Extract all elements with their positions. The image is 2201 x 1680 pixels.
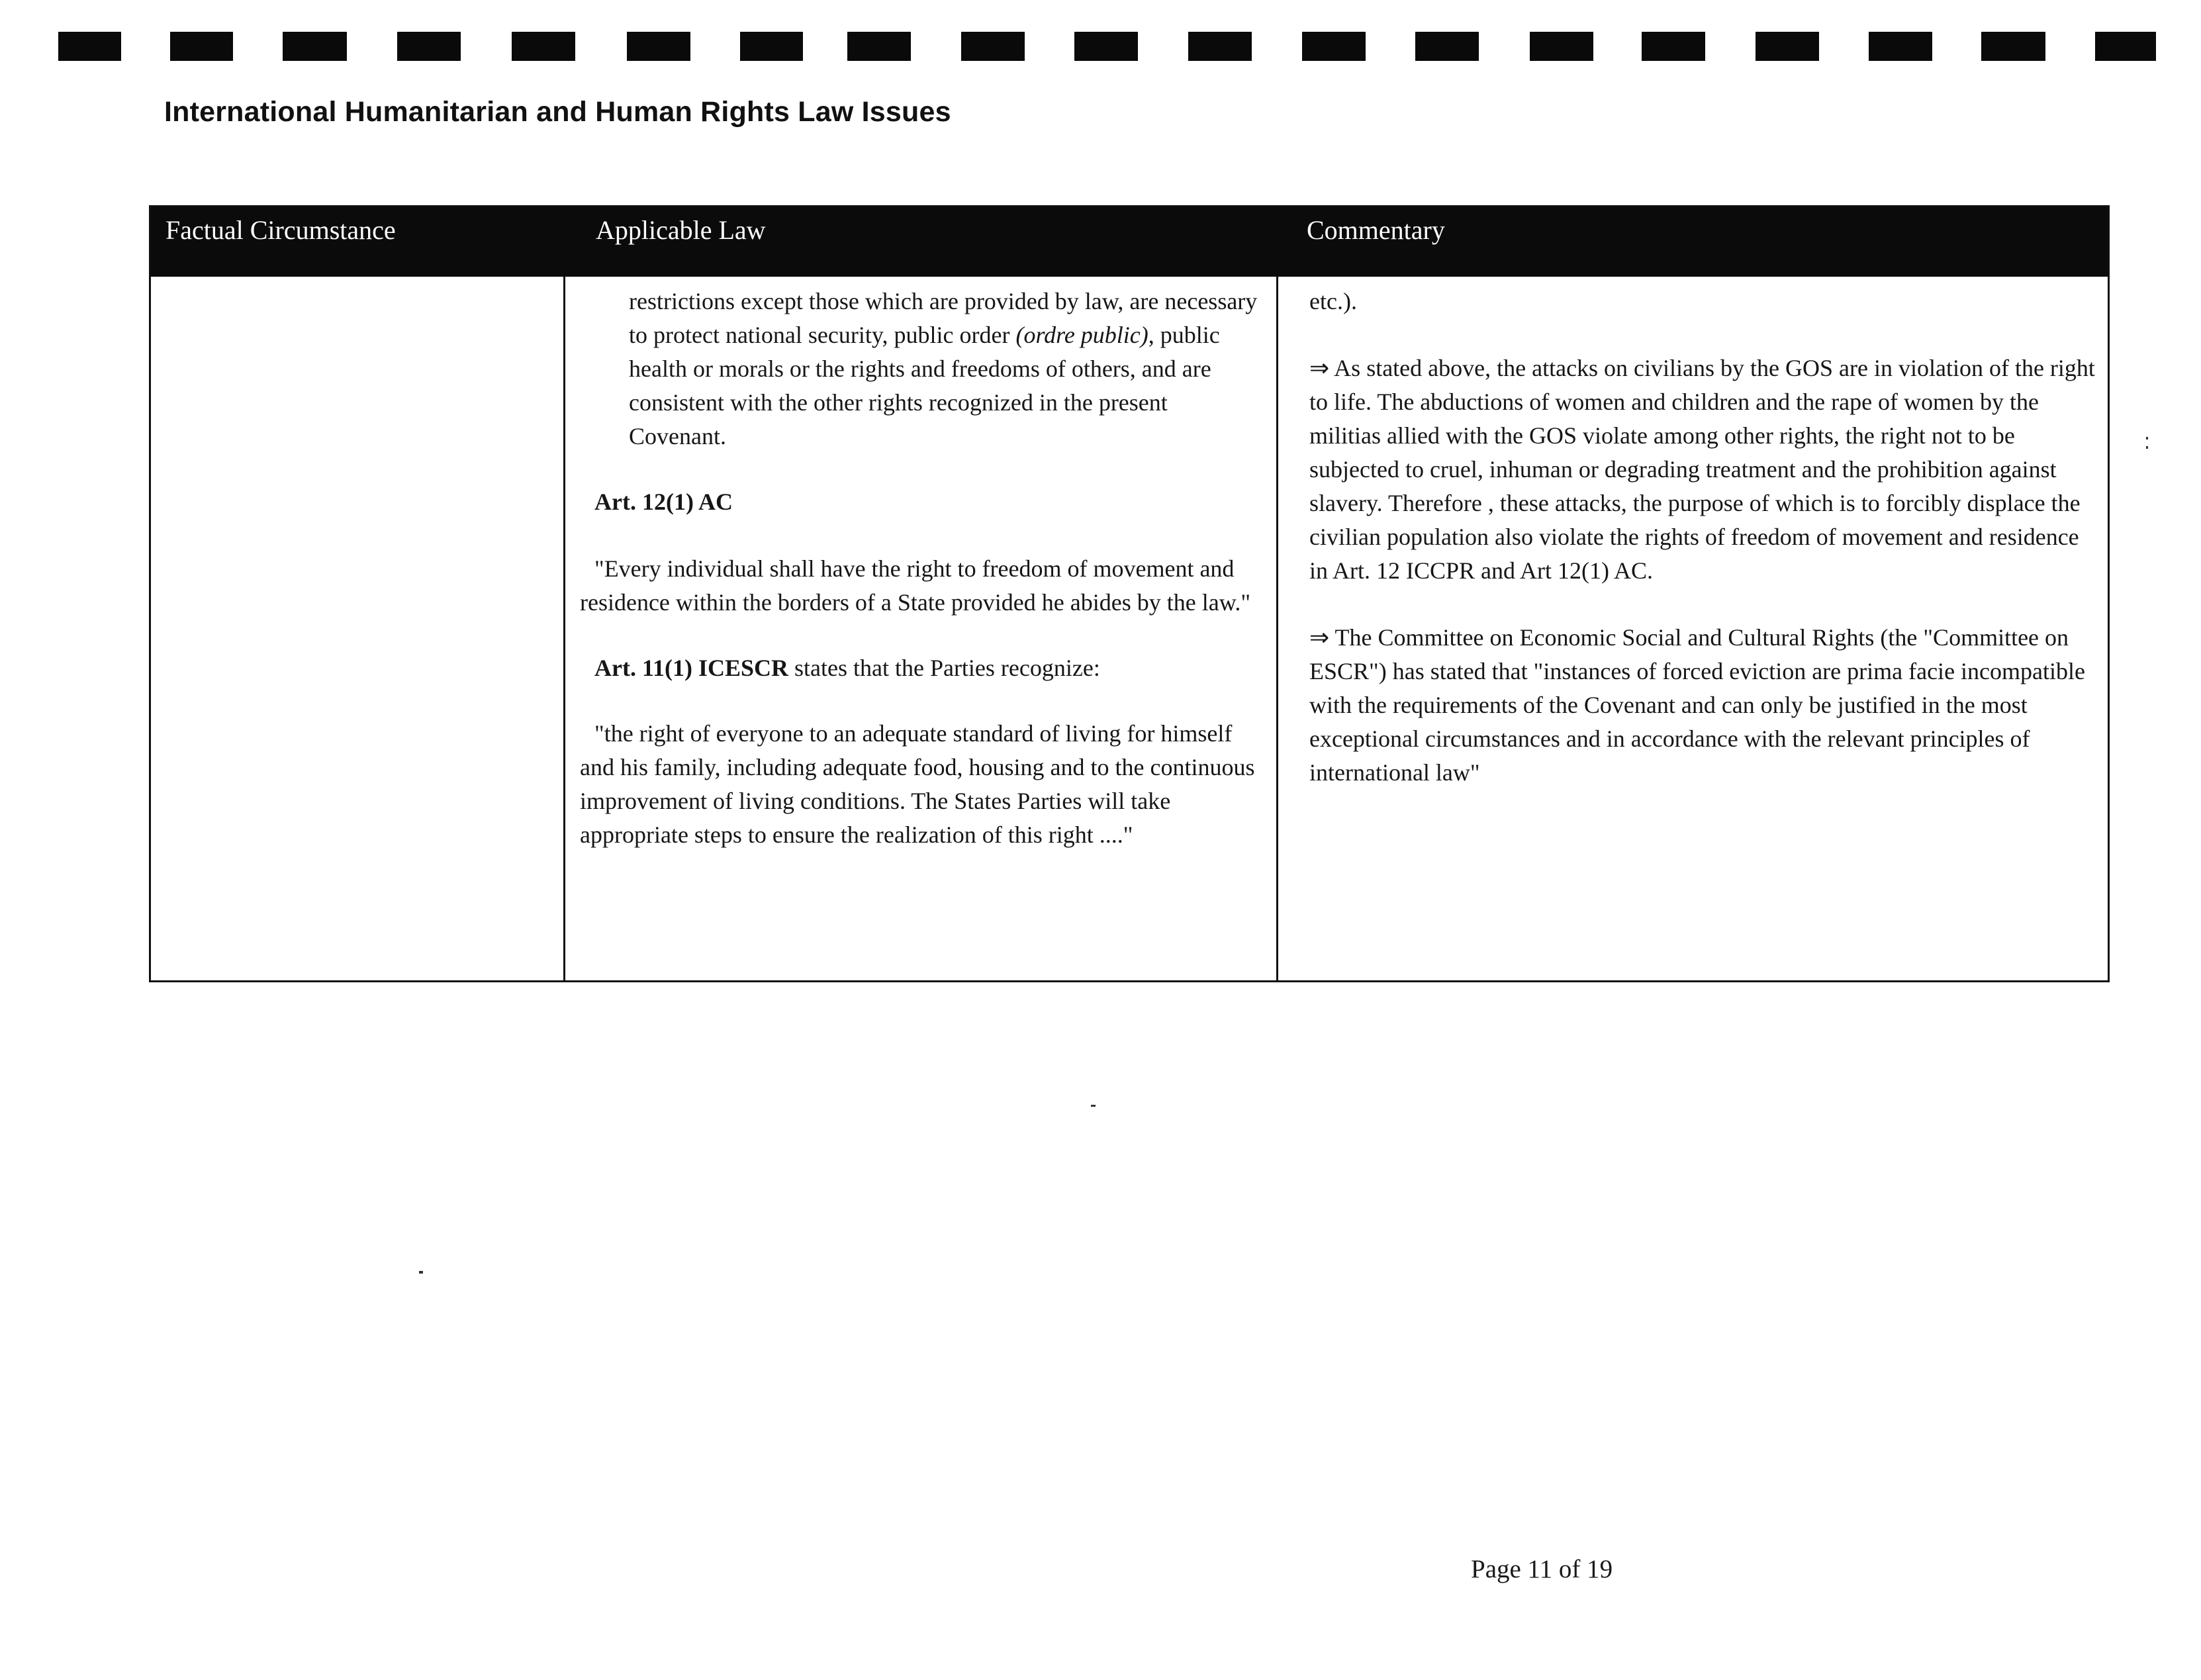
redaction-strip [0, 0, 2201, 73]
art-11-1-icescr-quote: "the right of everyone to an adequate standard of living for himself and his family, including adequate food, housing and to the continuous improvement of living conditions. The States Parties will take appropriate steps to ensure the realization of this right ...." [580, 720, 1255, 848]
redaction-block [1415, 32, 1479, 61]
law-paragraph-continued: restrictions except those which are provided by law, are necessary to protect national security, public order (ordre public), public health or morals or the rights and freedoms of others, and are consistent with the other rights recognized in the present Covenant. [629, 288, 1258, 449]
scan-speck [2146, 446, 2148, 449]
redaction-block [1188, 32, 1252, 61]
table-header-row [151, 207, 2108, 277]
cell-factual-circumstance [151, 277, 561, 980]
redaction-block [1642, 32, 1705, 61]
scan-speck [1091, 1105, 1096, 1107]
redaction-block [1074, 32, 1138, 61]
redaction-block [1302, 32, 1366, 61]
redaction-block [1530, 32, 1593, 61]
column-divider [1276, 277, 1278, 980]
redaction-block [1981, 32, 2045, 61]
redaction-block [2095, 32, 2156, 61]
document-title: International Humanitarian and Human Rights Law Issues [164, 96, 951, 128]
ordre-public-term: (ordre public) [1015, 322, 1148, 348]
redaction-block [1756, 32, 1819, 61]
arrow-icon: ⇒ [1309, 355, 1330, 381]
issues-table [149, 205, 2110, 982]
redaction-block [627, 32, 690, 61]
page-number: Page 11 of 19 [1471, 1555, 1613, 1583]
commentary-continued: etc.). [1309, 288, 1357, 314]
redaction-block [58, 32, 121, 61]
art-11-1-icescr-intro: Art. 11(1) ICESCR states that the Parties recognize: [594, 655, 1100, 681]
arrow-icon: ⇒ [1309, 624, 1330, 651]
art-12-1-ac-quote: "Every individual shall have the right to freedom of movement and residence within the borders of a State provided he abides by the law." [580, 555, 1251, 616]
commentary-paragraph: ⇒ As stated above, the attacks on civilians by the GOS are in violation of the right to life. The abductions of women and children and the rape of women by the militias allied with the GOS violate among other rights, the right not to be subjected to cruel, inhuman or degrading treatment and the prohibition against slavery. Therefore , these attacks, the purpose of which is to forcibly displace the civilian population also violate the rights of freedom of movement and residence in Art. 12 ICCPR and Art 12(1) AC. [1309, 355, 2095, 584]
cell-applicable-law [580, 277, 1268, 980]
art-12-1-ac-heading: Art. 12(1) AC [594, 489, 733, 515]
scan-speck [2146, 437, 2148, 440]
column-divider [563, 277, 565, 980]
redaction-block [740, 32, 803, 61]
redaction-block [283, 32, 347, 61]
commentary-paragraph: ⇒ The Committee on Economic Social and Cultural Rights (the "Committee on ESCR") has stated that "instances of forced eviction are prima facie incompatible with the requirements of the Covenant and can only be justified in the most exceptional circumstances and in accordance with the relevant principles of international law" [1309, 624, 2085, 786]
redaction-block [847, 32, 911, 61]
header-commentary: Commentary [1307, 215, 1445, 245]
cell-commentary [1309, 277, 2100, 980]
redaction-block [397, 32, 461, 61]
header-applicable-law: Applicable Law [596, 215, 766, 245]
redaction-block [961, 32, 1025, 61]
header-factual-circumstance: Factual Circumstance [165, 215, 396, 245]
redaction-block [170, 32, 233, 61]
redaction-block [1869, 32, 1932, 61]
scan-speck [419, 1271, 423, 1274]
redaction-block [512, 32, 575, 61]
